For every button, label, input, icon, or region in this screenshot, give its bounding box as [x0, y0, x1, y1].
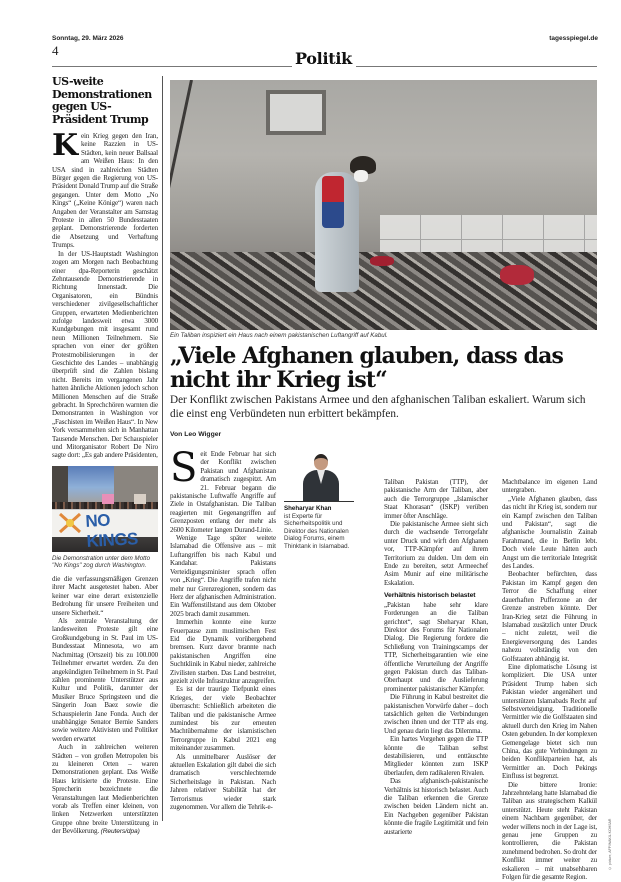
dropcap: K — [52, 128, 78, 163]
paragraph: „Viele Afghanen glauben, dass das nicht ihr Krieg ist, sondern nur ein Kampf zwischen den Taliban und Pakistan“, sagt die afghanische Journalistin Zainab Farahmand, die in Berlin lebt. Doch viele Leute hätten auch Angst um die territoriale Integrität des Landes. — [502, 494, 597, 571]
expert-portrait — [284, 450, 354, 502]
header-rule-right — [356, 66, 597, 67]
paragraph: ein Krieg gegen den Iran, keine Razzien in US-Städten, kein neuer Ballsaal am Weißen Haus: In den USA sind in zahlreichen Städten Bürger gegen die Regierung von US-Präsident Donald Trump auf die Straße gegangen. Unter dem Motto „No Kings“ („Keine Könige“) waren nach Angaben der Veranstalter am Samstag Proteste in allen 50 Bundesstaaten geplant. Demonstrierende forderten die Absetzung und Verhaftung Trumps. — [52, 132, 158, 250]
sidebar-article-body — [52, 128, 158, 460]
page-number: 4 — [52, 43, 59, 58]
article-byline: Von Leo Wigger — [170, 431, 222, 438]
expert-name: Sheharyar Khan — [284, 505, 332, 512]
article-subheading: Verhältnis historisch belastet — [384, 592, 476, 600]
paragraph: Die pakistanische Armee sieht sich durch die wachsende Terrorgefahr unter Druck und wirft den Afghanen vor, TTP-Kämpfer auf ihrem Territorium zu dulden. Um dem ein Ende zu bereiten, setzt Armeechef Asim Munir auf eine militärische Eskalation. — [384, 520, 488, 587]
article-column-2 — [384, 450, 488, 836]
debris — [370, 256, 394, 266]
paragraph: Das afghanisch-pakistanische Verhältnis ist historisch belastet. Auch die Taliban erkennen die Grenze zwischen beiden Ländern nicht an. Ein Nachgeben gegenüber Pakistan könnte die fragile Legitimität und fein austarierte — [384, 777, 488, 836]
paragraph: In der US-Hauptstadt Washington zogen am Morgen nach Beobachtung einer dpa-Reporterin geschätzt Zehntausende Demonstrierende in Richtung Innenstadt. Die Organisatoren, ein Bündnis verschiedener zivilgesellschaftlicher Gruppen, erwarteten Medienberichten zufolge landesweit etwa 3000 Kundgebungen mit insgesamt rund neun Millionen Teilnehmern. Sie sprachen von einer der größten Protestmobilisierungen in der Geschichte des Landes – unabhängig überprüft sind die Zahlen bislang nicht. Bereits im vergangenen Jahr hatten ähnliche Aktionen jedoch schon Millionen Menschen auf die Straße gebracht. In Sprechchören warnten die Demonstranten in Washington vor „Faschisten im Weißen Haus“. In New York versammelten sich in Manhattan Tausende Menschen. Der Schauspieler und Mitorganisator Robert De Niro sagte dort: „Es gab andere Präsidenten, — [52, 249, 158, 460]
main-photo-caption: Ein Taliban inspiziert ein Haus nach einem pakistanischen Luftangriff auf Kabul. — [170, 332, 388, 339]
paragraph: Ein hartes Vorgehen gegen die TTP könnte die Taliban selbst destabilisieren, und enttäuschte Mitglieder könnten zum ISKP überlaufen, dem radikaleren Rivalen. — [384, 735, 488, 777]
paragraph: Als unmittelbarer Auslöser der aktuellen Eskalation gilt dabei die sich dramatisch verschlechternde Sicherheitslage in Pakistan. Nach Jahren relativer Stabilität hat der Terrorismus wieder stark zugenommen. Vor allem die Tehrik-e- — [170, 752, 276, 812]
paragraph: Wenige Tage später weitete Islamabad die Offensive aus – mit Luftangriffen bis nach Kabul und Kandahar. Pakistans Verteidigungsminister sprach offen von „Krieg“. Die Angriffe trafen nicht mehr nur Grenzregionen, sondern das Herz der afghanischen Administration. Ein Waffenstillstand aus dem Oktober 2025 brach damit zusammen. — [170, 534, 276, 618]
column-divider — [162, 76, 163, 821]
demonstration-photo — [52, 466, 158, 552]
article-subheadline: Der Konflikt zwischen Pakistans Armee und den afghanischen Taliban eskaliert. Warum sich die einst eng Verbündeten nun erbittert bekämpfen. — [170, 394, 586, 420]
expert-box — [284, 450, 376, 836]
crossed-crown-icon — [58, 512, 82, 534]
window-opening — [266, 90, 326, 135]
main-article-photo — [170, 80, 597, 330]
paragraph: Immerhin konnte eine kurze Feuerpause zum muslimischen Fest Eid die Dynamik vorübergehend bremsen. Kurz davor brannte nach pakistanischen Angriffen eine Suchtklinik in Kabul nieder, zahlreiche Zivilisten starben. Das Land bestreitet, gezielt zivile Infrastruktur anzugreifen. — [170, 618, 276, 685]
sidebar-article-body-continued — [52, 575, 158, 837]
header-rule-left — [52, 66, 292, 67]
person-mask — [354, 170, 368, 182]
article-column-1 — [170, 445, 276, 812]
protest-sign — [102, 494, 114, 504]
article-headline: „Viele Afghanen glauben, dass das nicht ihr Krieg ist“ — [170, 343, 563, 393]
dropcap: S — [170, 445, 198, 491]
site-url[interactable]: tagesspiegel.de — [549, 35, 598, 42]
paragraph: Die bittere Ironie: Jahrzehntelang hatte Islamabad die Taliban aus strategischem Kalkül unterstützt. Heute steht Pakistan einem Nachbarn gegenüber, der weder willens noch in der Lage ist, genau jene Gruppen zu kontrollieren, die Pakistan zunehmend bedrohen. So droht der Konflikt immer weiter zu eskalieren – mit unabsehbaren Folgen für die gesamte Region. — [502, 780, 597, 882]
paragraph: Eine diplomatische Lösung ist kompliziert. Die USA unter Präsident Trump haben sich Pakistan wieder angenähert und unterstützen Islamabads Recht auf Selbstverteidigung. Traditionelle Vermittler wie die Golfstaaten sind aktuell durch den Krieg im Nahen Osten gebunden. In der komplexen Gemengelage bietet sich nun China, das gute Verbindungen zu beiden Konfliktparteien hat, als Vermittler an. Doch Pekings Einfluss ist begrenzt. — [502, 662, 597, 781]
protest-sign — [134, 494, 146, 504]
photo-caption: Die Demonstration unter dem Motto "No Kings" zog durch Washington. — [52, 554, 151, 570]
paragraph: Es ist der traurige Tiefpunkt eines Krieges, der viele Beobachter überrascht: Schließlich arbeiteten die Taliban und die pakistanische Armee zumindest bis zur erneuten Machtübernahme der islamistischen Terrorgruppe in Kabul 2021 eng miteinander zusammen. — [170, 685, 276, 753]
article-column-3 — [502, 478, 597, 882]
paragraph: Beobachter befürchten, dass Pakistan im Kampf gegen den Terror die Schaffung einer dauerhaften Pufferzone an der Grenze anstreben könnte. Der Iran-Krieg setzt die Führung in Islamabad zusätzlich unter Druck – nicht zuletzt, weil die Energieversorgung des Landes nahezu vollständig von den Golfstaaten abhängig ist. — [502, 570, 597, 663]
debris — [500, 265, 534, 285]
paragraph: Die Führung in Kabul bestreitet die pakistanischen Vorwürfe daher – doch tatsächlich gelten die Verbindungen zwischen ihnen und der TTP als eng. Und genau darin liegt das Dilemma. — [384, 693, 488, 735]
sidebar-article-title: US-weite Demonstrationen gegen US-Präsident Trump — [52, 75, 152, 126]
issue-date: Sonntag, 29. März 2026 — [52, 35, 124, 42]
paragraph: Als zentrale Veranstaltung der landesweiten Proteste gilt eine Großkundgebung in St. Paul im US-Bundesstaat Minnesota, wo am Nachmittag (Ortszeit) bis zu 100.000 Teilnehmer erwartet werden. Zu den angekündigten Teilnehmern in St. Paul zählen prominente Unterstützer aus Kultur und Politik, darunter der Musiker Bruce Springsteen und die Sängerin Joan Baez sowie die Schauspielerin Jane Fonda. Auch der unabhängige Senator Bernie Sanders sowie weitere Aktivisten und Politiker werden erwartet — [52, 617, 158, 743]
photo-credit: © picture, AFP/WAKIL KOHSAR — [608, 818, 612, 870]
portrait-head — [314, 454, 328, 470]
paragraph: die die verfassungsmäßigen Grenzen ihrer Macht ausgetestet haben. Aber keiner war eine derart existenzielle Bedrohung für unsere Freiheiten und unsere Sicherheit.“ — [52, 575, 158, 617]
paragraph: Taliban Pakistan (TTP), der pakistanische Arm der Taliban, aber auch die Terrorgruppe „Islamischer Staat Khorasan“ (ISKP) verüben immer öfter Anschläge. — [384, 478, 488, 520]
expert-info — [284, 505, 364, 551]
person-vest — [322, 176, 344, 228]
steel-beam — [170, 80, 193, 251]
sidebar-article — [52, 76, 158, 837]
paragraph: „Pakistan habe sehr klare Forderungen an die Taliban gerichtet“, sagt Sheharyar Khan, Direktor des Forums für Nationalen Dialog. Die Regierung fordere die Schließung von Trainingscamps der TTP, Sicherheitsgarantien wie eine öffentliche Verurteilung der Angriffe gegen Pakistan durch das Taliban-Oberhaupt und die Auslieferung prominenter pakistanischer Kämpfer. — [384, 600, 488, 693]
banner-text: NO KINGS — [85, 510, 139, 551]
article-middle-block — [284, 450, 494, 836]
paragraph: eit Ende Februar hat sich der Konflikt zwischen Pakistan und Afghanistan dramatisch zugespitzt. Am 21. Februar begann die pakistanische Luftwaffe Angriffe auf Ziele in Ostafghanistan. Die Taliban reagierten mit Gegenangriffen auf Grenzposten entlang der mehr als 2600 Kilometer langen Durand-Linie. — [170, 450, 276, 534]
expert-bio: ist Experte für Sicherheitspolitik und Direktor des Nationalen Dialog Forums, einem Thinktank in Islamabad. — [284, 512, 350, 550]
paragraph: Auch in zahlreichen weiteren Städten – von großen Metropolen bis zu kleineren Orten – waren Demonstrationen geplant. Das Weiße Haus kritisierte die Proteste. Eine Sprecherin bezeichnete die Veranstaltungen laut Medienberichten vorab als Treffen einer kleinen, von linken Netzwerken unterstützten Gruppe ohne breite Unterstützung in der Bevölkerung. — [52, 743, 158, 836]
section-title: Politik — [295, 49, 352, 68]
source-credit: (Reuters/dpa) — [100, 828, 140, 836]
paragraph: Machtbalance im eigenen Land untergraben. — [502, 478, 597, 495]
